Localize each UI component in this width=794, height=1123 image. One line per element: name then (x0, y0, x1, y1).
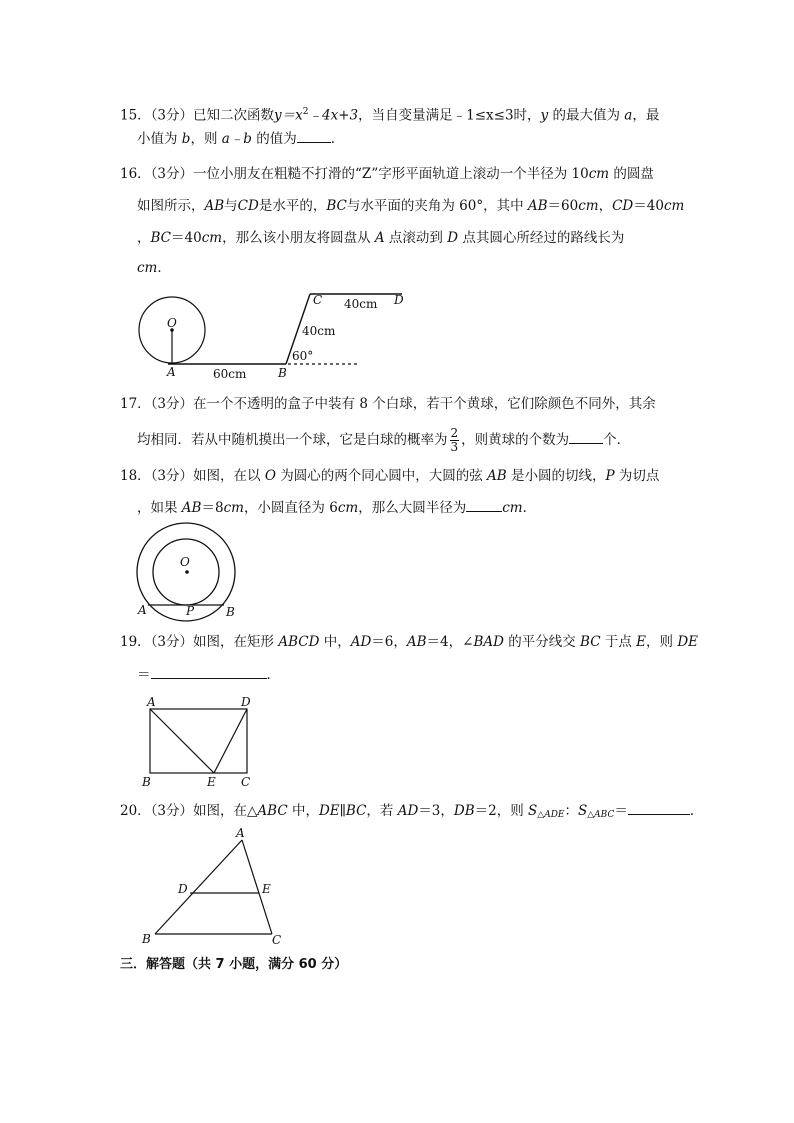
q17-line-2: 均相同．若从中随机摸出一个球，它是白球的概率为 $\frac{2}{3}$ ，则黄球的个数为 个． (137, 426, 631, 454)
q16-label-o: O (167, 316, 177, 330)
q15-line-1: 15．（3分）已知二次函数$y=x^2﹣4x+3$，当自变量满足﹣1≤x≤3时，y 的最大值为 a，最 (120, 107, 660, 124)
q20-figure (138, 826, 298, 948)
q18-figure (130, 524, 250, 624)
q16-line-4: cm． (137, 260, 171, 276)
q20-side-ab (155, 840, 242, 934)
q18-label-a: A (138, 603, 147, 617)
q18-label-o: O (180, 555, 190, 569)
q19-bisector-ae (150, 709, 214, 773)
q17-fraction: $\frac{2}{3}$ (450, 426, 459, 454)
q19-label-d: D (241, 695, 251, 709)
q16-label-d: D (394, 293, 404, 307)
q16-label-angle: 60° (292, 349, 314, 363)
q16-figure (130, 288, 430, 384)
q20-label-e: E (262, 882, 271, 896)
q18-answer-blank[interactable] (466, 497, 502, 512)
q16-label-a: A (167, 365, 176, 379)
q18-center-dot (185, 570, 189, 574)
q16-line-3: ，BC＝40cm，那么该小朋友将圆盘从 A 点滚动到 D 点其圆心所经过的路线长为 (137, 230, 625, 246)
q18-label-b: B (226, 605, 235, 619)
q17-answer-blank[interactable] (569, 429, 603, 444)
q19-label-a: A (147, 695, 156, 709)
q15-answer-blank[interactable] (297, 128, 331, 143)
q16-label-c: C (313, 293, 323, 307)
q19-figure (140, 692, 260, 792)
q19-label-b: B (142, 775, 151, 789)
q16-line-1: 16．（3分）一位小朋友在粗糙不打滑的“Z”字形平面轨道上滚动一个半径为 10cm 的圆盘 (120, 166, 654, 182)
q18-line-1: 18．（3分）如图，在以 O 为圆心的两个同心圆中，大圆的弦 AB 是小圆的切线，P 为切点 (120, 468, 660, 484)
q19-segment-de (214, 709, 247, 773)
q17-line-1: 17．（3分）在一个不透明的盒子中装有 8 个白球，若干个黄球，它们除颜色不同外，其余 (120, 396, 656, 412)
q15-line-2: 小值为 b，则 a﹣b 的值为 ． (137, 128, 344, 149)
q18-line-2: ，如果 AB＝8cm，小圆直径为 6cm，那么大圆半径为 cm． (137, 497, 536, 518)
q20-label-b: B (142, 932, 151, 946)
q16-label-cd: 40cm (344, 297, 378, 311)
q16-line-2: 如图所示，AB与CD是水平的，BC与水平面的夹角为 60°，其中 AB＝60cm，CD＝40cm (137, 198, 685, 214)
q20-line-1: 20．（3分）如图，在△ABC 中，DE∥BC，若 AD＝3，DB＝2，则 $S_{\triangle ADE}$：$S_{\triangle ABC}=$ ． (120, 800, 703, 825)
q19-line-2: ＝ ． (137, 664, 280, 685)
q20-label-d: D (178, 882, 188, 896)
q19-line-1: 19．（3分）如图，在矩形 ABCD 中，AD＝6，AB＝4，∠BAD 的平分线交 BC 于点 E，则 DE (120, 634, 698, 650)
q16-label-b: B (278, 366, 287, 380)
q16-label-bc: 40cm (302, 324, 336, 338)
q19-label-c: C (241, 775, 251, 789)
section-3-heading: 三．解答题（共 7 小题，满分 60 分） (120, 957, 348, 972)
q20-label-c: C (272, 933, 282, 947)
q19-answer-blank[interactable] (151, 664, 267, 679)
q16-label-ab: 60cm (213, 367, 247, 381)
q19-rectangle (150, 709, 247, 773)
q20-label-a: A (236, 826, 245, 840)
q19-label-e: E (207, 775, 216, 789)
q20-answer-blank[interactable] (628, 800, 690, 815)
q18-label-p: P (186, 604, 195, 618)
